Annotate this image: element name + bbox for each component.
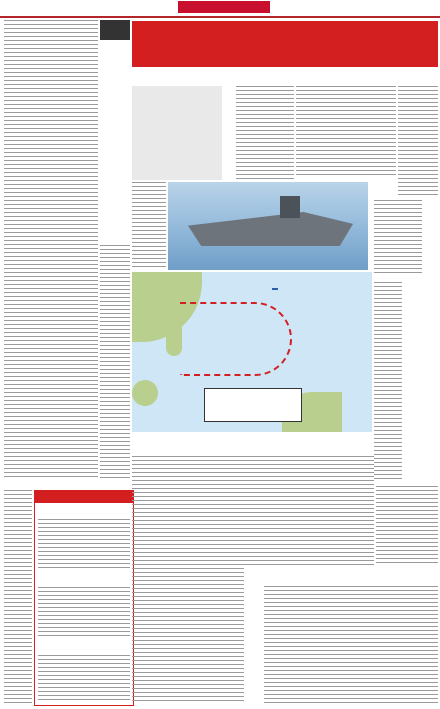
article-block-b [236, 86, 294, 180]
carrier-photo [168, 182, 368, 270]
carrier-island-image [280, 196, 300, 218]
article-block-a [132, 86, 222, 180]
brief-text-1 [38, 519, 130, 569]
editorial-tag [100, 20, 130, 40]
news-brief-title [35, 491, 133, 503]
japan-article-text [132, 456, 374, 566]
headline-subtitle [132, 69, 438, 83]
tax-article-text [264, 586, 438, 704]
fleet-label [272, 288, 278, 290]
aircraft-carrier-image [188, 212, 353, 246]
hainan-island [132, 380, 158, 406]
newspaper-logo [178, 1, 270, 13]
article-block-d [398, 86, 438, 196]
article-block-e [374, 200, 422, 276]
page-header [0, 0, 440, 18]
nuclear-food-article-text [132, 568, 244, 704]
editorial-text-block [4, 20, 98, 480]
headline-banner [132, 21, 438, 67]
left-margin-text [4, 490, 32, 704]
brief-text-3 [38, 655, 130, 701]
map-note [204, 388, 302, 422]
article-block-c [296, 86, 396, 178]
carrier-article-text [374, 282, 402, 482]
fleet-route [180, 302, 292, 376]
editorial-text-block-2 [100, 245, 130, 480]
carrier-article-text-2 [376, 486, 438, 566]
photo-side-text [132, 182, 166, 270]
news-brief-box [34, 490, 134, 706]
brief-text-2 [38, 587, 130, 637]
route-map [132, 272, 372, 432]
